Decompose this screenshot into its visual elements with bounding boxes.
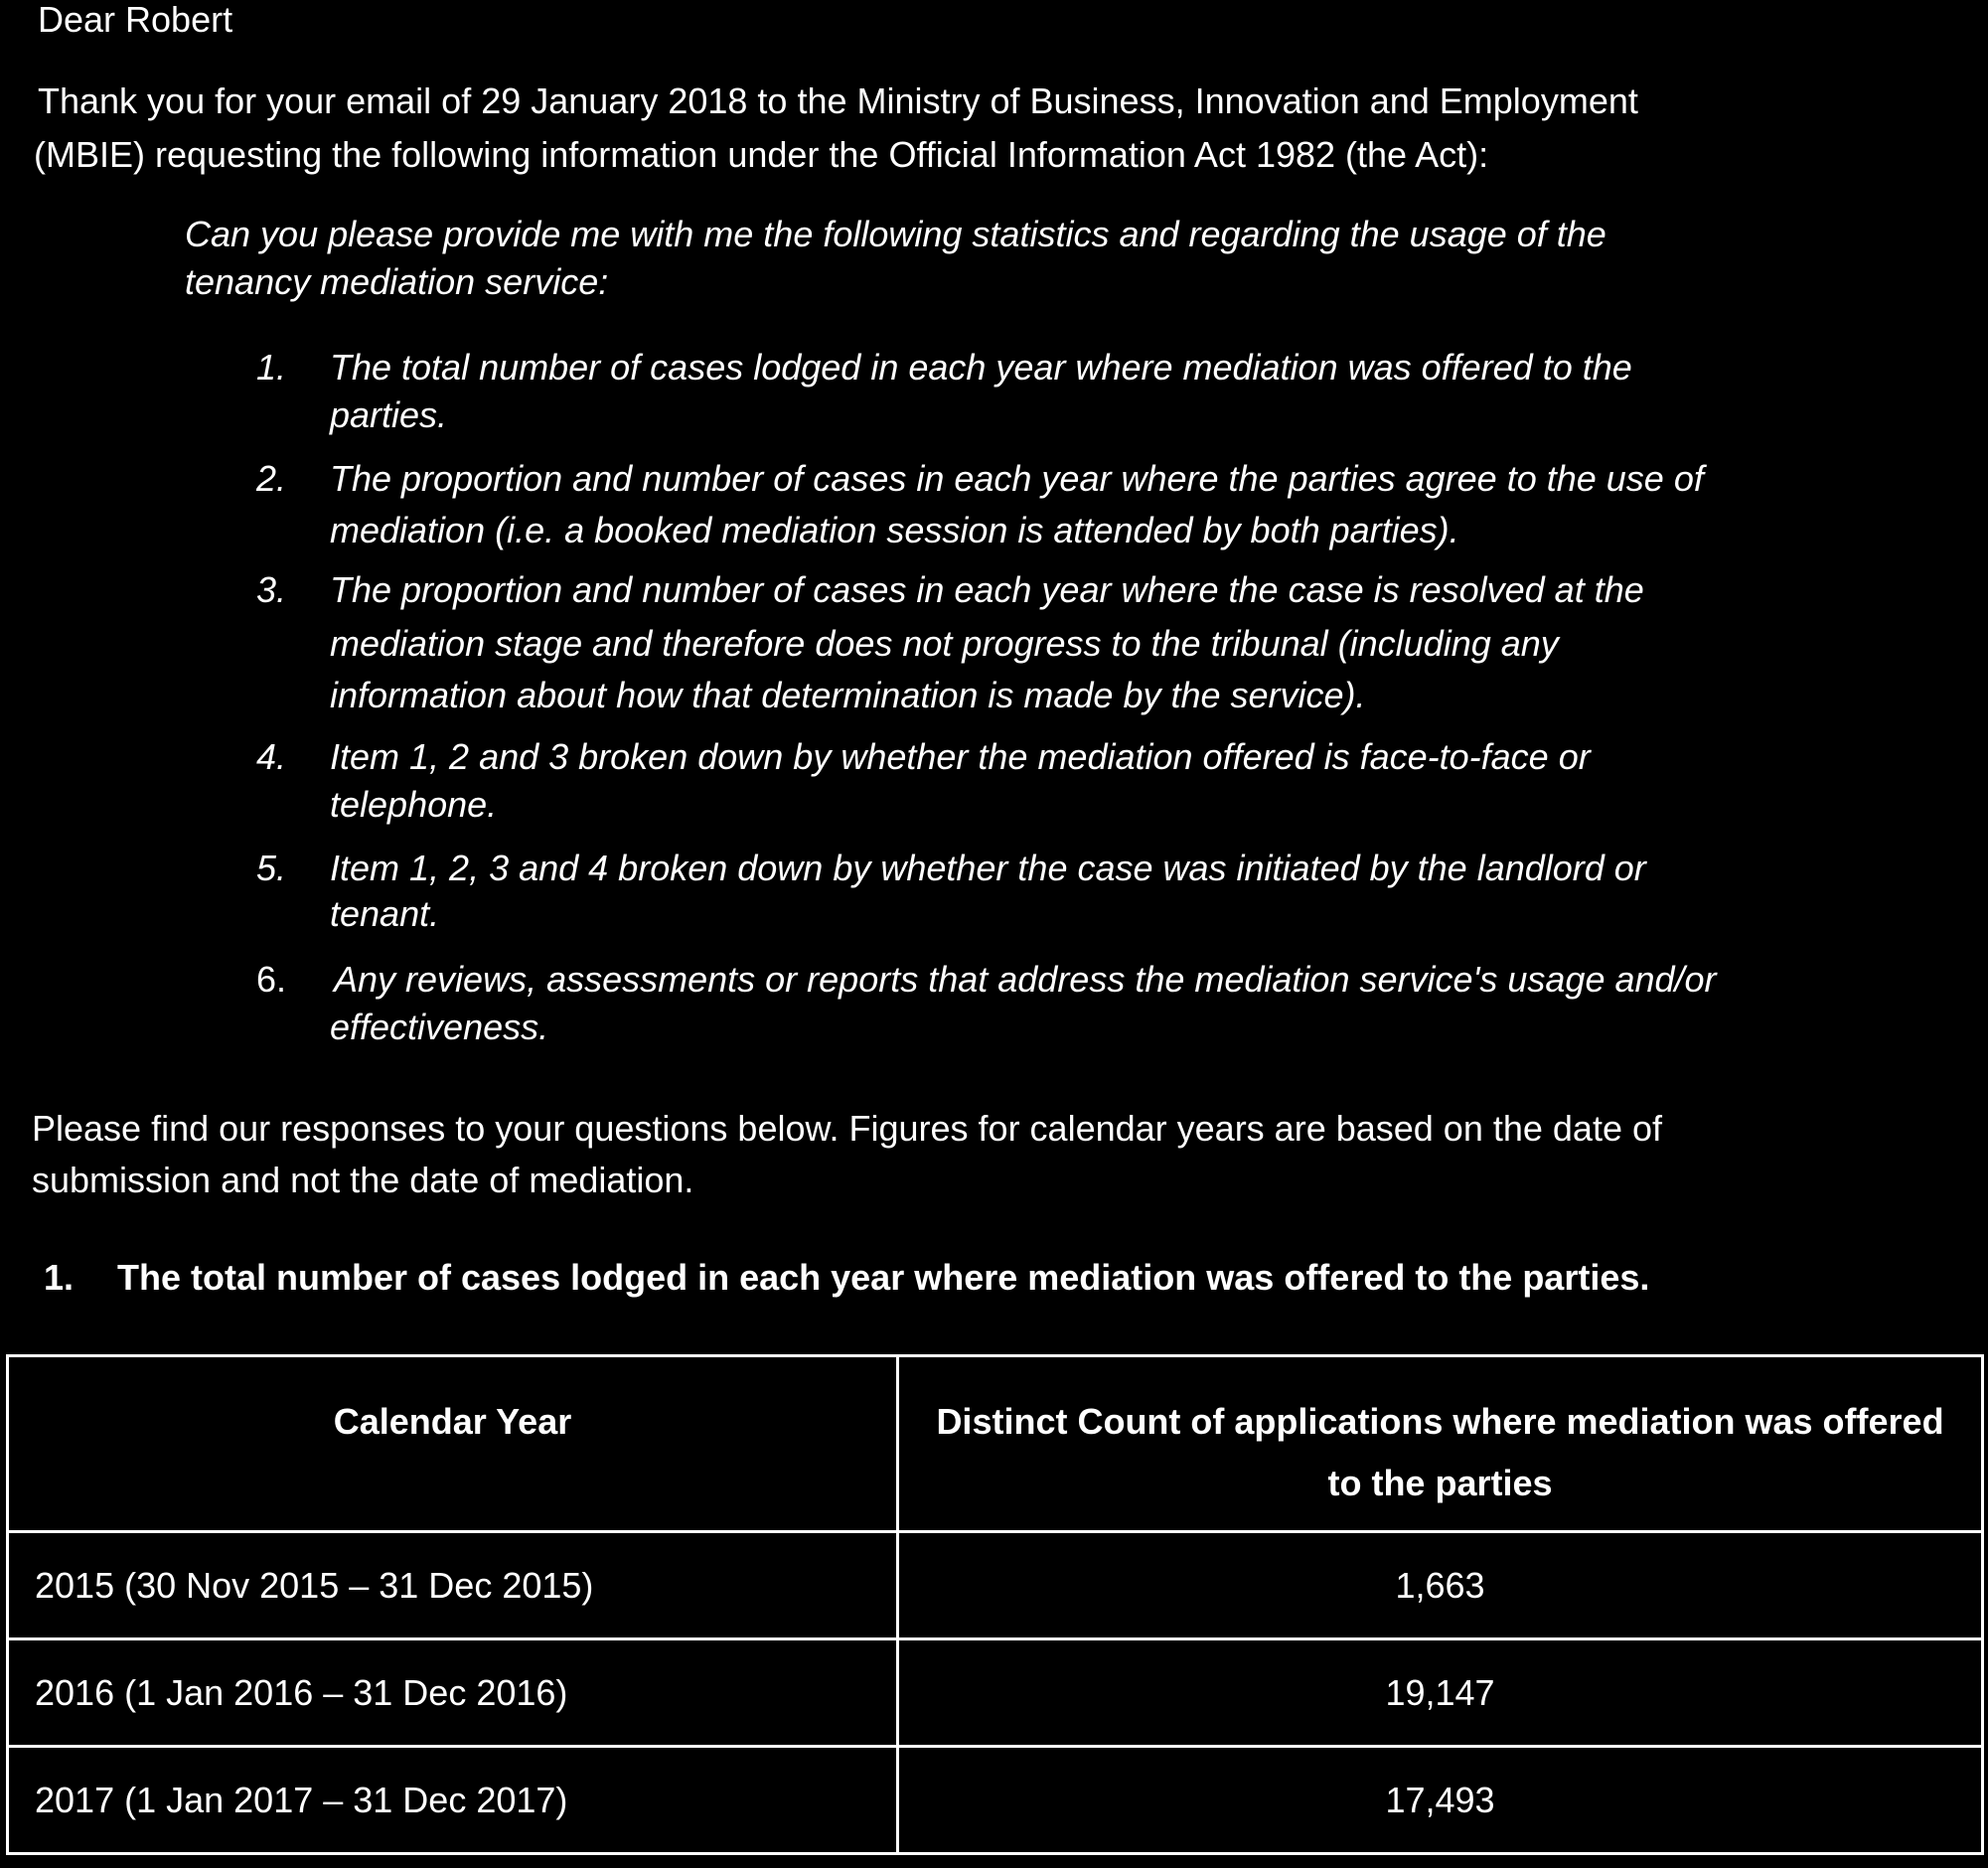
list-number: 1. bbox=[256, 347, 287, 388]
year-cell: 2015 (30 Nov 2015 – 31 Dec 2015) bbox=[8, 1532, 898, 1639]
request-intro-line: tenancy mediation service: bbox=[185, 261, 609, 302]
section-title: The total number of cases lodged in each year where mediation was offered to the parties. bbox=[117, 1257, 1650, 1298]
request-intro-line: Can you please provide me with me the following statistics and regarding the usage of the bbox=[185, 214, 1606, 254]
list-item-line: effectiveness. bbox=[330, 1007, 549, 1047]
year-cell: 2017 (1 Jan 2017 – 31 Dec 2017) bbox=[8, 1747, 898, 1854]
list-item-line: telephone. bbox=[330, 784, 498, 825]
list-item-line: tenant. bbox=[330, 893, 440, 934]
count-cell: 19,147 bbox=[898, 1639, 1983, 1747]
greeting: Dear Robert bbox=[38, 0, 233, 40]
mediation-count-table bbox=[6, 1354, 1984, 1855]
table-row bbox=[8, 1532, 1983, 1639]
count-cell: 1,663 bbox=[898, 1532, 1983, 1639]
response-line: Please find our responses to your questions below. Figures for calendar years are based on the date of bbox=[32, 1108, 1662, 1149]
list-item-line: parties. bbox=[330, 394, 448, 435]
section-number: 1. bbox=[44, 1257, 75, 1298]
list-number: 6. bbox=[256, 959, 287, 1000]
list-item-line: mediation (i.e. a booked mediation session is attended by both parties). bbox=[330, 510, 1459, 550]
list-number: 5. bbox=[256, 848, 287, 888]
table-row bbox=[8, 1639, 1983, 1747]
year-cell: 2016 (1 Jan 2016 – 31 Dec 2016) bbox=[8, 1639, 898, 1747]
list-number: 2. bbox=[256, 458, 287, 499]
list-item-line: Any reviews, assessments or reports that address the mediation service's usage and/or bbox=[334, 959, 1717, 1000]
count-cell: 17,493 bbox=[898, 1747, 1983, 1854]
intro-line: (MBIE) requesting the following information under the Official Information Act 1982 (the Act): bbox=[34, 134, 1489, 175]
list-number: 4. bbox=[256, 736, 287, 777]
list-item-line: information about how that determination is made by the service). bbox=[330, 675, 1366, 715]
list-number: 3. bbox=[256, 569, 287, 610]
list-item-line: The total number of cases lodged in each year where mediation was offered to the bbox=[330, 347, 1632, 388]
list-item-line: Item 1, 2, 3 and 4 broken down by whether the case was initiated by the landlord or bbox=[330, 848, 1646, 888]
table-header-row bbox=[8, 1356, 1983, 1532]
list-item-line: mediation stage and therefore does not progress to the tribunal (including any bbox=[330, 623, 1559, 664]
list-item-line: Item 1, 2 and 3 broken down by whether the mediation offered is face-to-face or bbox=[330, 736, 1591, 777]
list-item-line: The proportion and number of cases in each year where the case is resolved at the bbox=[330, 569, 1644, 610]
column-header-calendar-year: Calendar Year bbox=[8, 1356, 898, 1532]
intro-line: Thank you for your email of 29 January 2018 to the Ministry of Business, Innovation and Employment bbox=[38, 80, 1638, 121]
response-line: submission and not the date of mediation. bbox=[32, 1160, 694, 1200]
column-header-distinct-count: Distinct Count of applications where mediation was offered to the parties bbox=[898, 1356, 1983, 1532]
table-row bbox=[8, 1747, 1983, 1854]
list-item-line: The proportion and number of cases in each year where the parties agree to the use of bbox=[330, 458, 1704, 499]
